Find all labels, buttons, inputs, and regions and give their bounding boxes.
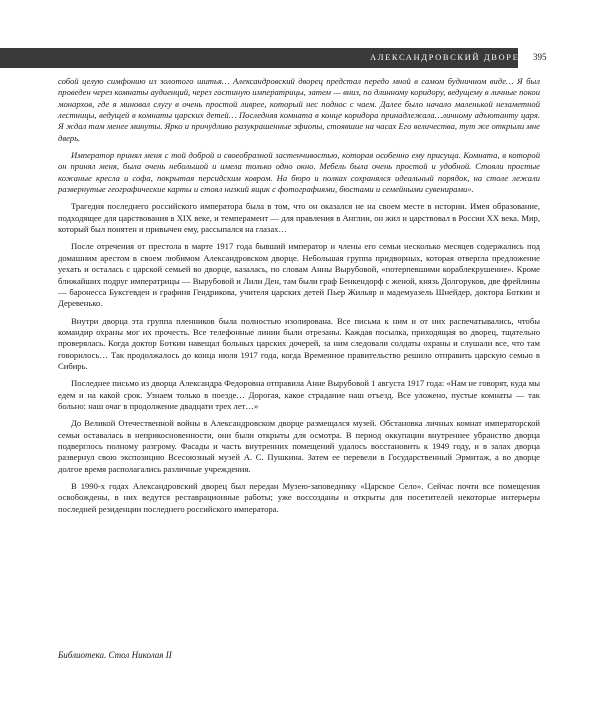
paragraph: Последнее письмо из дворца Александра Федоровна отправила Анне Вырубовой 1 августа 1917 года: «Нам не говорят, куда мы едем и на какой срок. Узнаем только в поезде… Дорогая, какое страдание наш отъезд. Все уложено, пустые комнаты — так больно: наш очаг в продолжение двадцати трех лет…» bbox=[58, 378, 540, 411]
paragraph-quote-1: собой целую симфонию из золотого шитья… Александровский дворец предстал передо мной в самом будничном виде… Я был проведен через комнаты аудиенций, через гостиную императрицы, затем — вниз, по длинному коридору, ведущему в личные покои монархов, где я миновал слугу в очень простой ливрее, который нес поднос с чаем. Далее было начало маленькой незаметной лестницы, ведущей в комнаты царских детей… Последняя комната в конце коридора принадлежала…личному адъютанту царя. Я ждал там менее минуты. Ярко и причудливо разукрашенные эфиопы, стоявшие на часах Его величества, тут же открыли мне дверь. bbox=[58, 76, 540, 143]
text-block bbox=[58, 76, 540, 521]
paragraph: Внутри дворца эта группа пленников была полностью изолирована. Все письма к ним и от них распечатывались, чтобы командир охраны мог их прочесть. Все телефонные линии были отрезаны. Каждая посылка, приходящая во дворец, тщательно проверялась. Когда доктор Боткин навещал больных царских дочерей, за ним следовали солдаты охраны и слушали все, что там говорилось… Так продолжалось до конца июля 1917 года, когда Временное правительство решило отправить царскую семью в Сибирь. bbox=[58, 315, 540, 371]
image-caption: Библиотека. Стол Николая II bbox=[58, 650, 172, 660]
paragraph-quote-2: Император принял меня с той доброй и своеобразной застенчивостью, которая особенно ему присуща. Комната, в которой он принял меня, была очень небольшой и имела только одно окно. Мебель была очень простой и удобной. Стояли простые кожаные кресла и софа, покрытая персидским ковром. На бюро и полках сохранялся идеальный порядок, на столе лежали развернутые географические карты и стоял низкий ящик с фотографиями, бюстами и семейными сувенирами». bbox=[58, 150, 540, 195]
page-number: 395 bbox=[533, 52, 547, 62]
running-head: АЛЕКСАНДРОВСКИЙ ДВОРЕЦ bbox=[370, 52, 528, 62]
paragraph: Трагедия последнего российского императора была в том, что он оказался не на своем месте в истории. Имея образование, подходящее для царствования в XIX веке, и темперамент — для правления в Англии, он жил и царствовал в России XX века. Мир, который был понятен и привычен ему, рассыпался на глазах… bbox=[58, 201, 540, 235]
paragraph: В 1990-х годах Александровский дворец был передан Музею-заповеднику «Царское Село». Сейчас почти все помещения освобождены, в них ведутся реставрационные работы; уже воссозданы и открыты для посетителей некоторые интерьеры последней резиденции последнего российского императора. bbox=[58, 481, 540, 514]
paragraph: До Великой Отечественной войны в Александровском дворце размещался музей. Обстановка личных комнат императорской семьи оставалась в неприкосновенности, они были открыты для осмотра. В период оккупации внутреннее убранство дворца подверглось полному разгрому. Фасады и часть внутренних помещений удалось восстановить к 1949 году, и в залах дворца развернул свою экспозицию Всесоюзный музей А. С. Пушкина. Затем ее перевели в Государственный Эрмитаж, а во дворце долгое время располагались различные учреждения. bbox=[58, 418, 540, 474]
paragraph: После отречения от престола в марте 1917 года бывший император и члены его семьи несколько месяцев содержались под домашним арестом в своем любимом Александровском дворце. Небольшая группа придворных, которая отвергла предложение уехать и осталась с царской семьей во дворце, казалась, по словам Анны Вырубовой, «потерпевшими кораблекрушение». Кроме ближайших подруг императрицы — Вырубовой и Лили Ден, там были граф Бенкендорф с женой, князь Долгоруков, две фрейлины — баронесса Буксгевден и графиня Гендрикова, учителя царских детей Пьер Жильяр и мадемуазель Шнейдер, доктора Боткин и Деревенько. bbox=[58, 241, 540, 309]
